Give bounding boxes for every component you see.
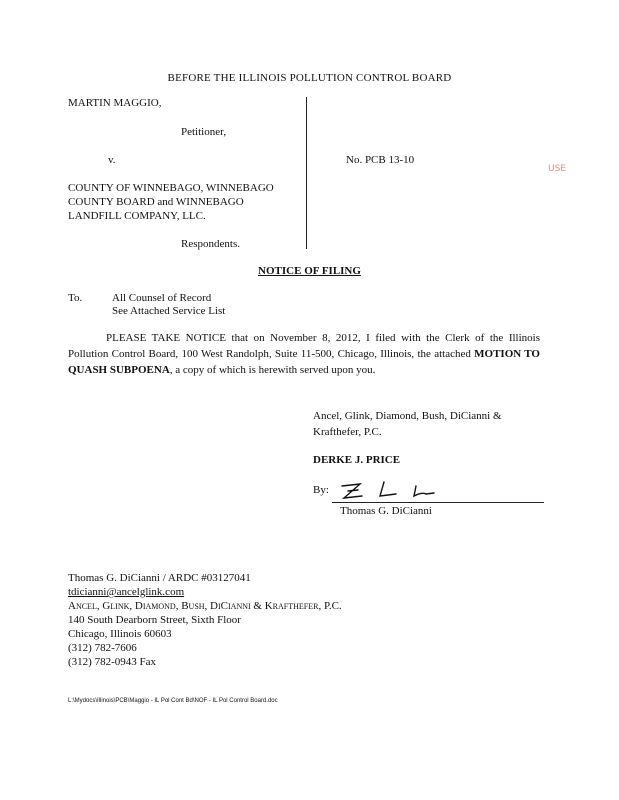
respondent-line-1: COUNTY OF WINNEBAGO, WINNEBAGO bbox=[68, 182, 274, 194]
contact-firm-name: Ancel, Glink, Diamond, Bush, DiCianni & Krafthefer, P.C. bbox=[68, 600, 342, 612]
signer-name: Thomas G. DiCianni bbox=[340, 505, 432, 517]
attorney-name-ardc: Thomas G. DiCianni / ARDC #03127041 bbox=[68, 572, 251, 584]
respondent-line-3: LANDFILL COMPANY, LLC. bbox=[68, 210, 206, 222]
stamp-text: USE bbox=[548, 164, 566, 174]
notice-lead: PLEASE TAKE NOTICE bbox=[106, 332, 226, 344]
contact-city: Chicago, Illinois 60603 bbox=[68, 628, 172, 640]
respondent-line-2: COUNTY BOARD and WINNEBAGO bbox=[68, 196, 244, 208]
petitioner-name: MARTIN MAGGIO, bbox=[68, 97, 162, 109]
to-recipient-line-2: See Attached Service List bbox=[112, 305, 226, 317]
to-label: To. bbox=[68, 292, 83, 304]
contact-street: 140 South Dearborn Street, Sixth Floor bbox=[68, 614, 241, 626]
respondent-role: Respondents. bbox=[181, 238, 240, 250]
motion-title: MOTION TO QUASH SUBPOENA bbox=[68, 348, 540, 376]
versus-label: v. bbox=[108, 154, 116, 166]
case-number: No. PCB 13-10 bbox=[346, 154, 415, 166]
caption-divider bbox=[306, 97, 307, 249]
handwritten-signature bbox=[338, 478, 448, 504]
contact-phone: (312) 782-7606 bbox=[68, 642, 137, 654]
attorney-email-link[interactable]: tdicianni@ancelglink.com bbox=[68, 586, 185, 598]
to-recipient-line-1: All Counsel of Record bbox=[112, 292, 212, 304]
notice-paragraph bbox=[68, 330, 540, 378]
petitioner-role: Petitioner, bbox=[181, 126, 227, 138]
by-label: By: bbox=[313, 484, 329, 496]
client-name: DERKE J. PRICE bbox=[313, 454, 401, 466]
signature-line bbox=[332, 502, 544, 503]
firm-name-line-1: Ancel, Glink, Diamond, Bush, DiCianni & bbox=[313, 410, 502, 422]
firm-name-line-2: Krafthefer, P.C. bbox=[313, 426, 382, 438]
document-file-path: L:\Mydocs\Illinois\PCB\Maggio - IL Pol Cont Bd\NOF - IL Pol Control Board.doc bbox=[68, 698, 278, 704]
document-heading: BEFORE THE ILLINOIS POLLUTION CONTROL BOARD bbox=[167, 72, 452, 84]
notice-title: NOTICE OF FILING bbox=[258, 265, 361, 277]
notice-text-2: , a copy of which is herewith served upon you. bbox=[169, 364, 376, 376]
notice-text-1: that on November 8, 2012, I filed with the Clerk of the Illinois Pollution Control Board, 100 West Randolph, Suite 11-500, Chicago, Illinois, the attached bbox=[68, 332, 540, 360]
received-stamp bbox=[546, 165, 568, 191]
contact-fax: (312) 782-0943 Fax bbox=[68, 656, 156, 668]
